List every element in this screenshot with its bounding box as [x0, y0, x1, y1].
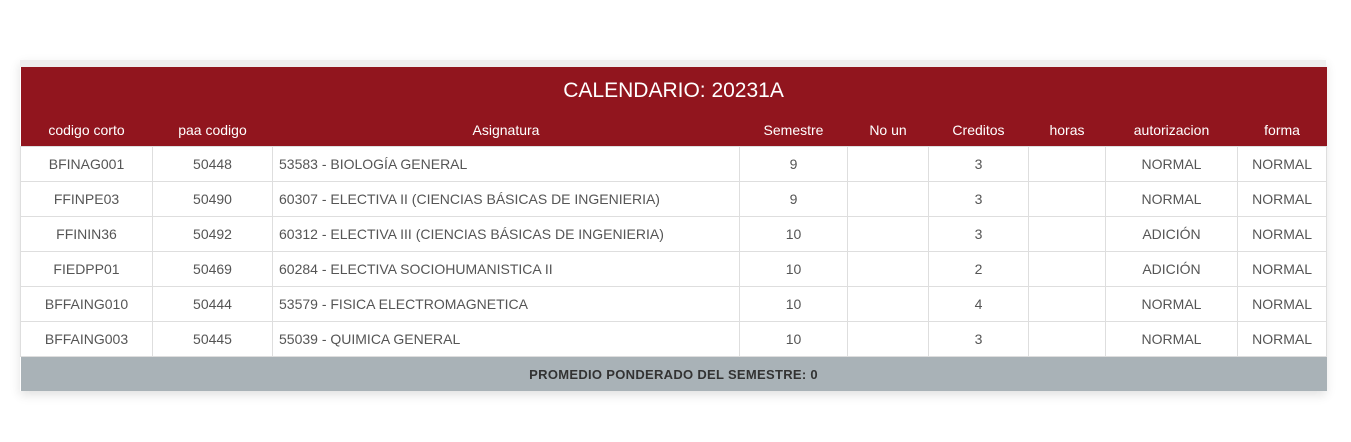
cell-paa-codigo: 50469 [153, 252, 273, 287]
cell-codigo-corto: BFFAING010 [21, 287, 153, 322]
cell-creditos: 2 [929, 252, 1029, 287]
cell-creditos: 3 [929, 147, 1029, 182]
cell-autorizacion: NORMAL [1106, 322, 1238, 357]
cell-forma: NORMAL [1238, 252, 1327, 287]
cell-semestre: 9 [740, 147, 848, 182]
cell-creditos: 3 [929, 322, 1029, 357]
cell-forma: NORMAL [1238, 217, 1327, 252]
cell-semestre: 10 [740, 287, 848, 322]
cell-autorizacion: ADICIÓN [1106, 217, 1238, 252]
cell-paa-codigo: 50444 [153, 287, 273, 322]
table-row [21, 252, 1327, 287]
table-row [21, 322, 1327, 357]
column-header-forma[interactable]: forma [1238, 114, 1327, 147]
cell-no-un [848, 252, 929, 287]
cell-paa-codigo: 50448 [153, 147, 273, 182]
cell-forma: NORMAL [1238, 287, 1327, 322]
table-row [21, 147, 1327, 182]
cell-no-un [848, 217, 929, 252]
cell-asignatura: 55039 - QUIMICA GENERAL [273, 322, 740, 357]
cell-horas [1029, 147, 1106, 182]
column-header-codigo-corto[interactable]: codigo corto [21, 114, 153, 147]
table-header-row [21, 114, 1327, 147]
calendar-title: CALENDARIO: 20231A [21, 67, 1327, 114]
cell-autorizacion: NORMAL [1106, 182, 1238, 217]
cell-semestre: 10 [740, 217, 848, 252]
cell-asignatura: 60284 - ELECTIVA SOCIOHUMANISTICA II [273, 252, 740, 287]
column-header-horas[interactable]: horas [1029, 114, 1106, 147]
cell-semestre: 10 [740, 252, 848, 287]
cell-horas [1029, 182, 1106, 217]
cell-autorizacion: NORMAL [1106, 147, 1238, 182]
semester-average-label: PROMEDIO PONDERADO DEL SEMESTRE: 0 [21, 357, 1327, 392]
cell-asignatura: 60307 - ELECTIVA II (CIENCIAS BÁSICAS DE INGENIERIA) [273, 182, 740, 217]
cell-forma: NORMAL [1238, 182, 1327, 217]
cell-asignatura: 53579 - FISICA ELECTROMAGNETICA [273, 287, 740, 322]
cell-horas [1029, 322, 1106, 357]
cell-horas [1029, 252, 1106, 287]
cell-codigo-corto: FFINPE03 [21, 182, 153, 217]
semester-average-row [21, 357, 1327, 392]
cell-forma: NORMAL [1238, 147, 1327, 182]
cell-no-un [848, 147, 929, 182]
cell-asignatura: 53583 - BIOLOGÍA GENERAL [273, 147, 740, 182]
cell-horas [1029, 287, 1106, 322]
column-header-asignatura[interactable]: Asignatura [273, 114, 740, 147]
cell-semestre: 10 [740, 322, 848, 357]
cell-horas [1029, 217, 1106, 252]
column-header-semestre[interactable]: Semestre [740, 114, 848, 147]
cell-codigo-corto: FIEDPP01 [21, 252, 153, 287]
table-row [21, 182, 1327, 217]
cell-no-un [848, 322, 929, 357]
cell-creditos: 4 [929, 287, 1029, 322]
cell-paa-codigo: 50445 [153, 322, 273, 357]
calendar-panel [20, 60, 1326, 391]
cell-no-un [848, 182, 929, 217]
cell-paa-codigo: 50490 [153, 182, 273, 217]
column-header-autorizacion[interactable]: autorizacion [1106, 114, 1238, 147]
cell-codigo-corto: FFININ36 [21, 217, 153, 252]
cell-codigo-corto: BFFAING003 [21, 322, 153, 357]
cell-forma: NORMAL [1238, 322, 1327, 357]
cell-creditos: 3 [929, 182, 1029, 217]
cell-autorizacion: NORMAL [1106, 287, 1238, 322]
column-header-creditos[interactable]: Creditos [929, 114, 1029, 147]
calendar-title-row [21, 67, 1327, 114]
cell-autorizacion: ADICIÓN [1106, 252, 1238, 287]
table-row [21, 287, 1327, 322]
cell-paa-codigo: 50492 [153, 217, 273, 252]
cell-semestre: 9 [740, 182, 848, 217]
table-row [21, 217, 1327, 252]
grades-table [20, 67, 1327, 391]
cell-codigo-corto: BFINAG001 [21, 147, 153, 182]
column-header-no-un[interactable]: No un [848, 114, 929, 147]
cell-creditos: 3 [929, 217, 1029, 252]
cell-no-un [848, 287, 929, 322]
column-header-paa-codigo[interactable]: paa codigo [153, 114, 273, 147]
cell-asignatura: 60312 - ELECTIVA III (CIENCIAS BÁSICAS DE INGENIERIA) [273, 217, 740, 252]
